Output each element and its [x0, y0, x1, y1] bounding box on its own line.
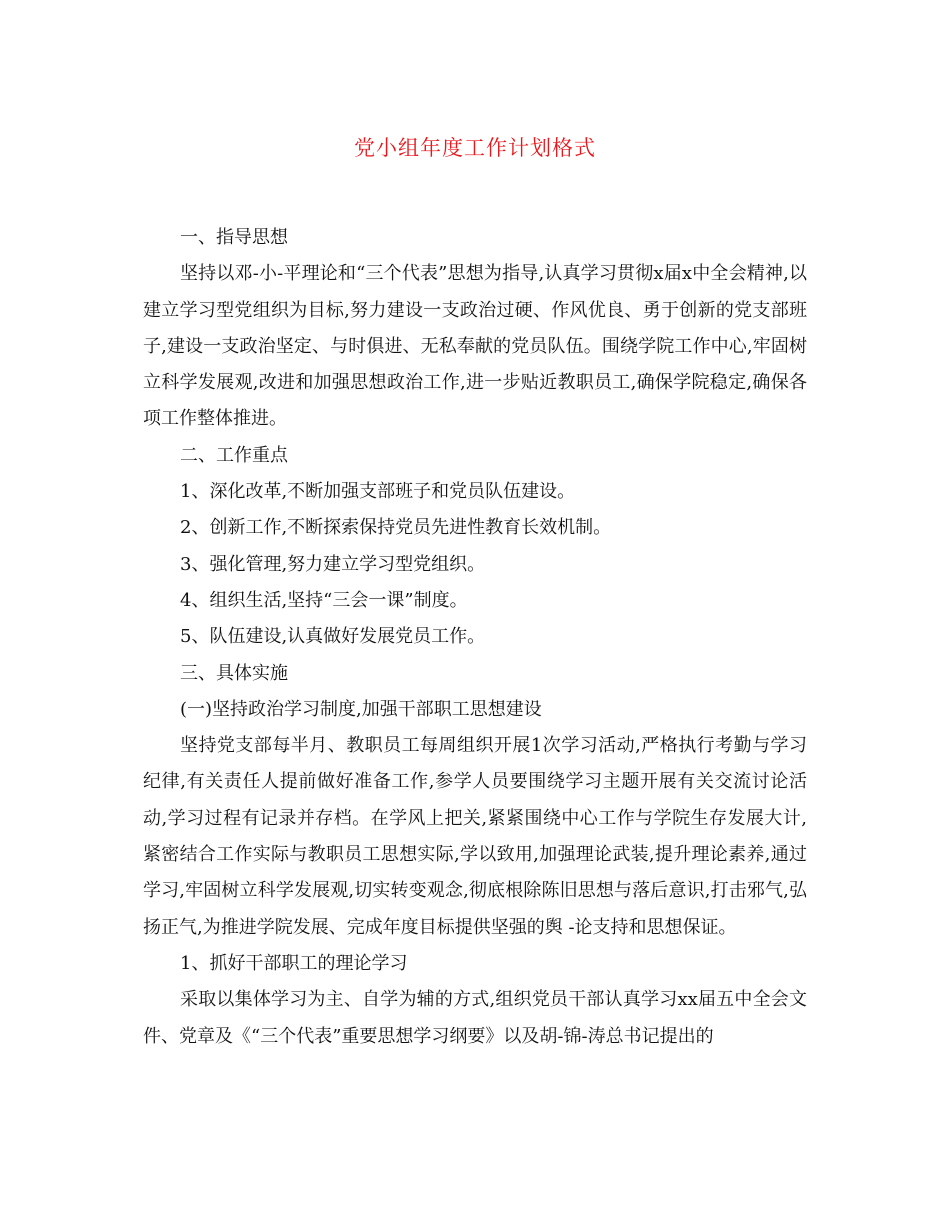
- list-item: 3、强化管理,努力建立学习型党组织。: [180, 553, 486, 575]
- body-paragraph: 坚持党支部每半月、教职员工每周组织开展1次学习活动,严格执行考勤与学习纪律,有关责任人提前做好准备工作,参学人员要围绕学习主题开展有关交流讨论活动,学习过程有记录并存档。在学风上把关,紧紧围绕中心工作与学院生存发展大计,紧密结合工作实际与教职员工思想实际,学以致用,加强理论武装,提升理论素养,通过学习,牢固树立科学发展观,切实转变观念,彻底根除陈旧思想与落后意识,打击邪气,弘扬正气,为推进学院发展、完成年度目标提供坚强的舆 -论支持和思想保证。: [143, 735, 807, 938]
- subsection-heading: 1、抓好干部职工的理论学习: [180, 952, 408, 974]
- list-item: 5、队伍建设,认真做好发展党员工作。: [180, 626, 486, 648]
- document-body: [143, 220, 807, 1055]
- body-paragraph: 采取以集体学习为主、自学为辅的方式,组织党员干部认真学习xx届五中全会文件、党章及《“三个代表”重要思想学习纲要》以及胡-锦-涛总书记提出的: [143, 989, 807, 1047]
- section-heading: 二、工作重点: [180, 444, 288, 466]
- list-item: 2、创新工作,不断探索保持党员先进性教育长效机制。: [180, 517, 612, 539]
- section-heading: 一、指导思想: [180, 227, 288, 248]
- list-item: 1、深化改革,不断加强支部班子和党员队伍建设。: [180, 481, 576, 503]
- subsection-heading: (一)坚持政治学习制度,加强干部职工思想建设: [180, 698, 542, 720]
- list-item: 4、组织生活,坚持“三会一课”制度。: [180, 589, 468, 611]
- section-heading: 三、具体实施: [180, 662, 288, 684]
- body-paragraph: 坚持以邓-小-平理论和“三个代表”思想为指导,认真学习贯彻x届x中全会精神,以建立学习型党组织为目标,努力建设一支政治过硬、作风优良、勇于创新的党支部班子,建设一支政治坚定、与时俱进、无私奉献的党员队伍。围绕学院工作中心,牢固树立科学发展观,改进和加强思想政治工作,进一步贴近教职员工,确保学院稳定,确保各项工作整体推进。: [143, 263, 807, 430]
- document-title: 党小组年度工作计划格式: [354, 136, 596, 160]
